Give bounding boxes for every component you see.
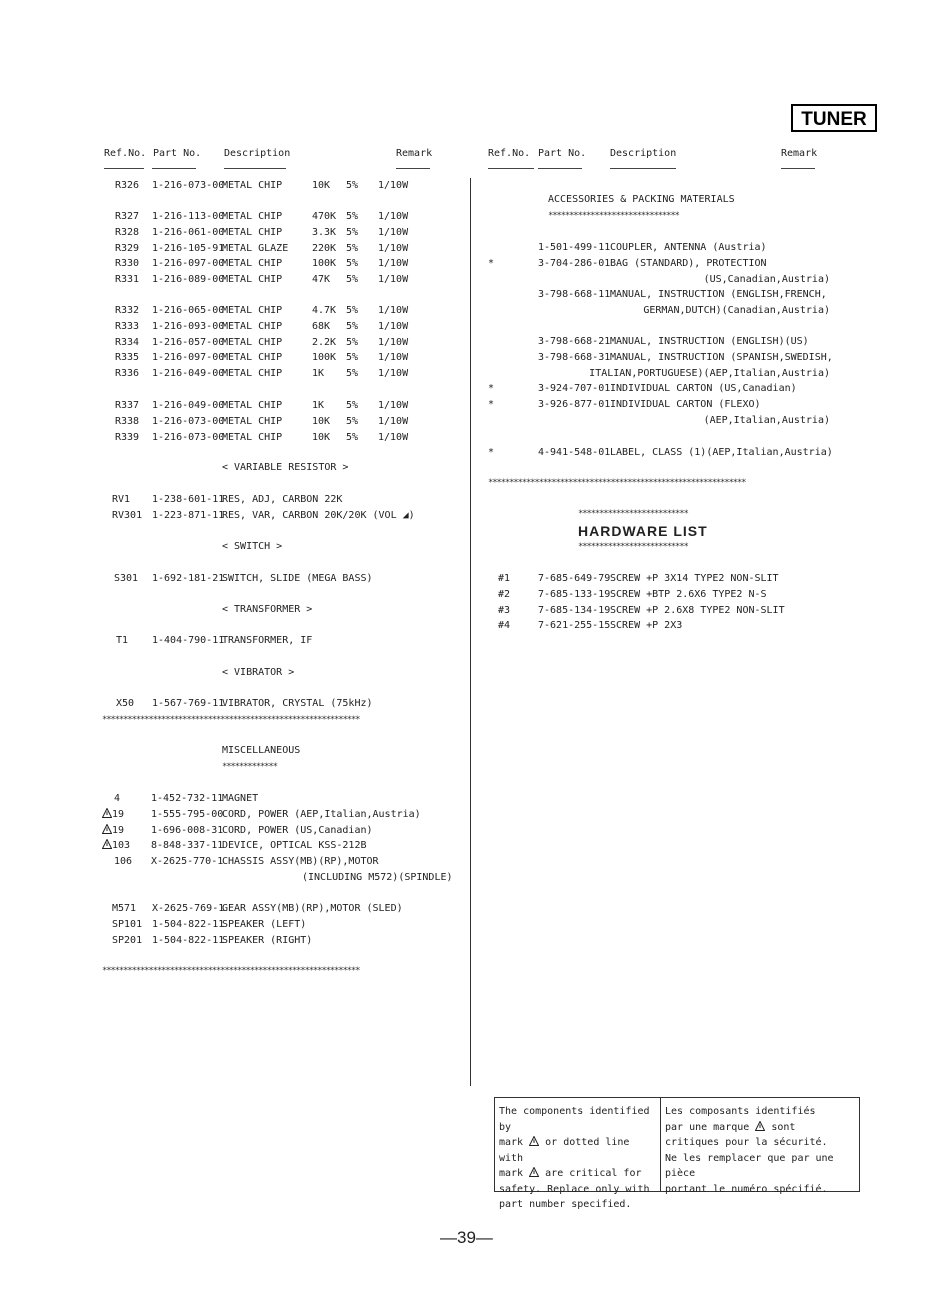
ref-no: R338 xyxy=(115,415,140,427)
warning-triangle-icon xyxy=(102,839,112,849)
power-rating: 1/10W xyxy=(378,336,409,348)
tolerance: 5% xyxy=(346,320,359,332)
part-no: 1-216-049-00 xyxy=(152,400,225,411)
part-no: 1-216-057-00 xyxy=(152,336,225,348)
table-row xyxy=(0,398,950,412)
ref-no: R332 xyxy=(115,305,140,316)
table-row xyxy=(0,934,950,948)
description-continuation: (AEP,Italian,Austria) xyxy=(703,415,830,426)
vibrator-title: < VIBRATOR > xyxy=(222,667,295,678)
table-row xyxy=(0,414,950,428)
warning-triangle-icon xyxy=(102,824,112,834)
part-no: 1-216-073-00 xyxy=(152,431,225,443)
safety-notice-french xyxy=(661,1098,859,1195)
tolerance: 5% xyxy=(346,305,359,316)
power-rating: 1/10W xyxy=(378,352,409,364)
description: MANUAL, INSTRUCTION (ENGLISH)(US) xyxy=(610,336,809,347)
page-number: —39— xyxy=(440,1228,493,1247)
ref-no: R329 xyxy=(115,242,140,254)
part-no: 1-216-093-00 xyxy=(152,320,225,332)
power-rating: 1/10W xyxy=(378,274,409,286)
part-no: 1-555-795-00 xyxy=(151,808,224,820)
table-row xyxy=(0,226,950,240)
part-no: 1-567-769-11 xyxy=(152,698,225,709)
description: METAL CHIP xyxy=(222,336,283,348)
value: 470K xyxy=(312,211,337,222)
divider xyxy=(152,168,196,169)
safety-star: * xyxy=(488,447,495,458)
part-no: 1-216-089-00 xyxy=(152,274,225,286)
warning-triangle-icon xyxy=(755,1121,765,1131)
power-rating: 1/10W xyxy=(378,180,409,191)
table-row xyxy=(0,839,950,853)
value: 2.2K xyxy=(312,336,337,348)
ref-no xyxy=(102,808,124,822)
part-no: 1-216-049-00 xyxy=(152,368,225,380)
left-header-remark: Remark xyxy=(396,148,433,159)
safety-star: * xyxy=(488,399,495,411)
part-no: 1-216-073-00 xyxy=(152,415,225,427)
description: METAL CHIP xyxy=(222,368,283,380)
ref-no: RV1 xyxy=(112,494,131,505)
tolerance: 5% xyxy=(346,431,359,443)
switch-title: < SWITCH > xyxy=(222,541,283,552)
hardware-stars-top: ************************** xyxy=(578,509,688,519)
part-no: 3-798-668-31 xyxy=(538,351,611,363)
description: BAG (STANDARD), PROTECTION xyxy=(610,257,767,269)
description: METAL CHIP xyxy=(222,305,283,316)
table-row xyxy=(0,697,950,711)
value: 100K xyxy=(312,258,337,270)
notice-line: Ne les remplacer que par une pièce xyxy=(665,1152,834,1179)
ref-no: R333 xyxy=(115,320,140,332)
value: 220K xyxy=(312,242,337,254)
table-row xyxy=(0,288,950,302)
notice-line: par une marque sont xyxy=(665,1121,796,1133)
warning-triangle-icon xyxy=(102,808,112,818)
ref-no: R327 xyxy=(115,211,140,222)
ref-no: R334 xyxy=(115,336,140,348)
ref-no xyxy=(114,792,120,806)
ref-no-text: 106 xyxy=(114,856,133,868)
table-row xyxy=(0,367,950,381)
table-row xyxy=(0,210,950,224)
part-no: 3-798-668-21 xyxy=(538,336,611,347)
description-continuation: (US,Canadian,Austria) xyxy=(703,273,830,285)
part-no: 3-926-877-01 xyxy=(538,399,611,411)
separator: ************************************************************* xyxy=(102,715,360,725)
left-header-desc: Description xyxy=(224,148,291,159)
table-row xyxy=(0,634,950,648)
ref-no xyxy=(102,824,124,838)
description: METAL CHIP xyxy=(222,226,283,238)
divider xyxy=(538,168,582,169)
power-rating: 1/10W xyxy=(378,320,409,332)
misc-title: MISCELLANEOUS xyxy=(222,745,301,756)
description: METAL CHIP xyxy=(222,274,283,286)
description: MANUAL, INSTRUCTION (ENGLISH,FRENCH, xyxy=(610,289,827,301)
table-row xyxy=(0,808,950,822)
description: METAL CHIP xyxy=(222,352,283,364)
part-no: 1-504-822-11 xyxy=(152,934,225,946)
part-no: 1-216-097-00 xyxy=(152,258,225,270)
notice-line: Les composants identifiés xyxy=(665,1106,816,1117)
table-row xyxy=(0,446,950,460)
description: DEVICE, OPTICAL KSS-212B xyxy=(222,840,367,852)
value: 1K xyxy=(312,368,325,380)
description: RES, ADJ, CARBON 22K xyxy=(222,494,343,505)
power-rating: 1/10W xyxy=(378,258,409,270)
description: CHASSIS ASSY(MB)(RP),MOTOR xyxy=(222,856,379,868)
part-no: 1-452-732-11 xyxy=(151,793,224,804)
table-row xyxy=(0,179,950,193)
ref-no: M571 xyxy=(112,903,137,914)
left-header-part: Part No. xyxy=(153,148,202,159)
separator: ************************************************************* xyxy=(488,478,746,488)
value: 3.3K xyxy=(312,226,337,238)
part-no: 1-216-061-00 xyxy=(152,226,225,238)
table-row xyxy=(0,792,950,806)
part-no: 7-685-134-19 xyxy=(538,604,611,616)
ref-no xyxy=(102,839,130,853)
description: SWITCH, SLIDE (MEGA BASS) xyxy=(222,573,373,584)
table-row xyxy=(0,604,950,618)
value: 47K xyxy=(312,274,331,286)
value: 100K xyxy=(312,352,337,364)
description: MAGNET xyxy=(222,793,259,804)
ref-no: R330 xyxy=(115,258,140,270)
part-no: 1-216-105-91 xyxy=(152,242,225,254)
table-row xyxy=(0,572,950,586)
tolerance: 5% xyxy=(346,226,359,238)
divider xyxy=(781,168,815,169)
notice-line: The components identified by xyxy=(499,1106,650,1133)
part-no: 1-216-073-00 xyxy=(152,180,225,191)
ref-no-text: 103 xyxy=(112,840,131,852)
tolerance: 5% xyxy=(346,400,359,411)
table-row xyxy=(0,902,950,916)
power-rating: 1/10W xyxy=(378,415,409,427)
misc-continuation: (INCLUDING M572)(SPINDLE) xyxy=(302,872,453,883)
divider xyxy=(610,168,676,169)
separator: ************************************************************* xyxy=(102,966,360,976)
description: SPEAKER (LEFT) xyxy=(222,918,307,930)
power-rating: 1/10W xyxy=(378,400,409,411)
ref-no: SP201 xyxy=(112,934,143,946)
warning-triangle-icon xyxy=(529,1136,539,1146)
table-row xyxy=(0,257,950,271)
tolerance: 5% xyxy=(346,368,359,380)
value: 10K xyxy=(312,415,331,427)
part-no: 1-223-871-11 xyxy=(152,509,225,521)
power-rating: 1/10W xyxy=(378,305,409,316)
table-row xyxy=(0,824,950,838)
description: METAL GLAZE xyxy=(222,242,289,254)
part-no: 1-216-097-00 xyxy=(152,352,225,364)
ref-no: #1 xyxy=(498,573,511,584)
ref-no: RV301 xyxy=(112,509,143,521)
description: RES, VAR, CARBON 20K/20K (VOL ◢) xyxy=(222,509,415,521)
description: GEAR ASSY(MB)(RP),MOTOR (SLED) xyxy=(222,903,403,914)
ref-no-text: 4 xyxy=(114,793,121,804)
divider xyxy=(488,168,534,169)
tolerance: 5% xyxy=(346,352,359,364)
description: METAL CHIP xyxy=(222,180,283,191)
notice-line: portant le numéro spécifié. xyxy=(665,1183,828,1195)
table-row xyxy=(0,241,950,255)
description: METAL CHIP xyxy=(222,431,283,443)
table-row xyxy=(0,304,950,318)
hardware-stars-bottom: ************************** xyxy=(578,542,688,552)
power-rating: 1/10W xyxy=(378,431,409,443)
value: 68K xyxy=(312,320,331,332)
safety-star: * xyxy=(488,383,495,395)
description: CORD, POWER (US,Canadian) xyxy=(222,824,373,836)
part-no: 1-238-601-11 xyxy=(152,494,225,505)
part-no: 1-216-065-00 xyxy=(152,305,225,316)
part-no: 1-696-008-31 xyxy=(151,824,224,836)
value: 10K xyxy=(312,180,331,191)
notice-line: critiques pour la sécurité. xyxy=(665,1137,828,1148)
part-no: 1-504-822-11 xyxy=(152,918,225,930)
ref-no: R335 xyxy=(115,352,140,364)
power-rating: 1/10W xyxy=(378,368,409,380)
part-no: 1-501-499-11 xyxy=(538,242,611,253)
right-header-desc: Description xyxy=(610,148,677,159)
power-rating: 1/10W xyxy=(378,226,409,238)
divider xyxy=(224,168,286,169)
description: METAL CHIP xyxy=(222,415,283,427)
safety-star: * xyxy=(488,257,495,269)
description: METAL CHIP xyxy=(222,211,283,222)
right-header-remark: Remark xyxy=(781,148,818,159)
section-label: TUNER xyxy=(791,104,877,132)
table-row xyxy=(0,855,950,869)
notice-line: mark are critical for xyxy=(499,1168,642,1179)
part-no: 1-216-113-00 xyxy=(152,211,225,222)
right-header-ref: Ref.No. xyxy=(488,148,531,159)
ref-no: R337 xyxy=(115,400,140,411)
warning-triangle-icon xyxy=(529,1167,539,1177)
table-row xyxy=(0,619,950,633)
description-continuation: GERMAN,DUTCH)(Canadian,Austria) xyxy=(643,305,830,317)
notice-line: mark or dotted line with xyxy=(499,1137,630,1164)
part-no: 3-924-707-01 xyxy=(538,383,611,395)
description: METAL CHIP xyxy=(222,258,283,270)
variable-resistor-title: < VARIABLE RESISTOR > xyxy=(222,462,349,473)
accessories-stars: ******************************* xyxy=(548,211,679,221)
ref-no: R331 xyxy=(115,274,140,286)
value: 4.7K xyxy=(312,305,337,316)
description: SCREW +P 2.6X8 TYPE2 NON-SLIT xyxy=(610,604,785,616)
description: METAL CHIP xyxy=(222,320,283,332)
description: CORD, POWER (AEP,Italian,Austria) xyxy=(222,808,421,820)
part-no: 7-685-649-79 xyxy=(538,573,611,584)
ref-no: R339 xyxy=(115,431,140,443)
part-no: 4-941-548-01 xyxy=(538,447,611,458)
notice-line: safety. Replace only with xyxy=(499,1183,650,1195)
right-header-part: Part No. xyxy=(538,148,587,159)
description: TRANSFORMER, IF xyxy=(222,635,313,646)
power-rating: 1/10W xyxy=(378,211,409,222)
part-no: 3-798-668-11 xyxy=(538,289,611,301)
accessories-title: ACCESSORIES & PACKING MATERIALS xyxy=(548,194,735,205)
description: MANUAL, INSTRUCTION (SPANISH,SWEDISH, xyxy=(610,351,833,363)
part-no: 7-621-255-15 xyxy=(538,620,611,632)
ref-no: #4 xyxy=(498,620,511,632)
value: 1K xyxy=(312,400,325,411)
tolerance: 5% xyxy=(346,274,359,286)
notice-line: part number specified. xyxy=(499,1199,632,1210)
table-row xyxy=(0,431,950,445)
divider xyxy=(104,168,144,169)
table-row xyxy=(0,351,950,365)
divider xyxy=(396,168,430,169)
description-continuation: ITALIAN,PORTUGUESE)(AEP,Italian,Austria) xyxy=(589,367,830,379)
ref-no: R326 xyxy=(115,180,140,191)
ref-no: S301 xyxy=(114,573,139,584)
part-no: 3-704-286-01 xyxy=(538,257,611,269)
table-row xyxy=(0,918,950,932)
tolerance: 5% xyxy=(346,242,359,254)
table-row xyxy=(0,382,950,396)
safety-notice xyxy=(494,1097,860,1210)
table-row xyxy=(0,335,950,349)
power-rating: 1/10W xyxy=(378,242,409,254)
ref-no-text: 19 xyxy=(112,808,125,820)
tolerance: 5% xyxy=(346,415,359,427)
safety-notice-english xyxy=(495,1098,661,1210)
description: INDIVIDUAL CARTON (FLEXO) xyxy=(610,399,761,411)
table-row xyxy=(0,509,950,523)
ref-no-text: 19 xyxy=(112,824,125,836)
ref-no: SP101 xyxy=(112,918,143,930)
table-row xyxy=(0,588,950,602)
part-no: X-2625-770-1 xyxy=(151,856,224,868)
misc-stars: ************* xyxy=(222,762,277,772)
part-no: 1-692-181-21 xyxy=(152,573,225,584)
transformer-title: < TRANSFORMER > xyxy=(222,604,313,615)
description: SCREW +P 3X14 TYPE2 NON-SLIT xyxy=(610,573,779,584)
description: INDIVIDUAL CARTON (US,Canadian) xyxy=(610,383,797,395)
description: COUPLER, ANTENNA (Austria) xyxy=(610,242,767,253)
part-no: 1-404-790-11 xyxy=(152,635,225,646)
part-no: X-2625-769-1 xyxy=(152,903,225,914)
description: SCREW +P 2X3 xyxy=(610,620,683,632)
tolerance: 5% xyxy=(346,336,359,348)
part-no: 8-848-337-11 xyxy=(151,840,224,852)
tolerance: 5% xyxy=(346,258,359,270)
description: VIBRATOR, CRYSTAL (75kHz) xyxy=(222,698,373,709)
part-no: 7-685-133-19 xyxy=(538,588,611,600)
description: SPEAKER (RIGHT) xyxy=(222,934,313,946)
table-row xyxy=(0,493,950,507)
hardware-list-title: HARDWARE LIST xyxy=(578,523,708,539)
ref-no: #2 xyxy=(498,588,511,600)
table-row xyxy=(0,320,950,334)
value: 10K xyxy=(312,431,331,443)
tolerance: 5% xyxy=(346,180,359,191)
tolerance: 5% xyxy=(346,211,359,222)
table-row xyxy=(0,273,950,287)
ref-no: T1 xyxy=(116,635,129,646)
ref-no: R328 xyxy=(115,226,140,238)
description: LABEL, CLASS (1)(AEP,Italian,Austria) xyxy=(610,447,833,458)
ref-no: R336 xyxy=(115,368,140,380)
ref-no: #3 xyxy=(498,604,511,616)
description: METAL CHIP xyxy=(222,400,283,411)
left-header-ref: Ref.No. xyxy=(104,148,147,159)
ref-no xyxy=(114,855,132,869)
description: SCREW +BTP 2.6X6 TYPE2 N-S xyxy=(610,588,767,600)
ref-no: X50 xyxy=(116,698,135,709)
